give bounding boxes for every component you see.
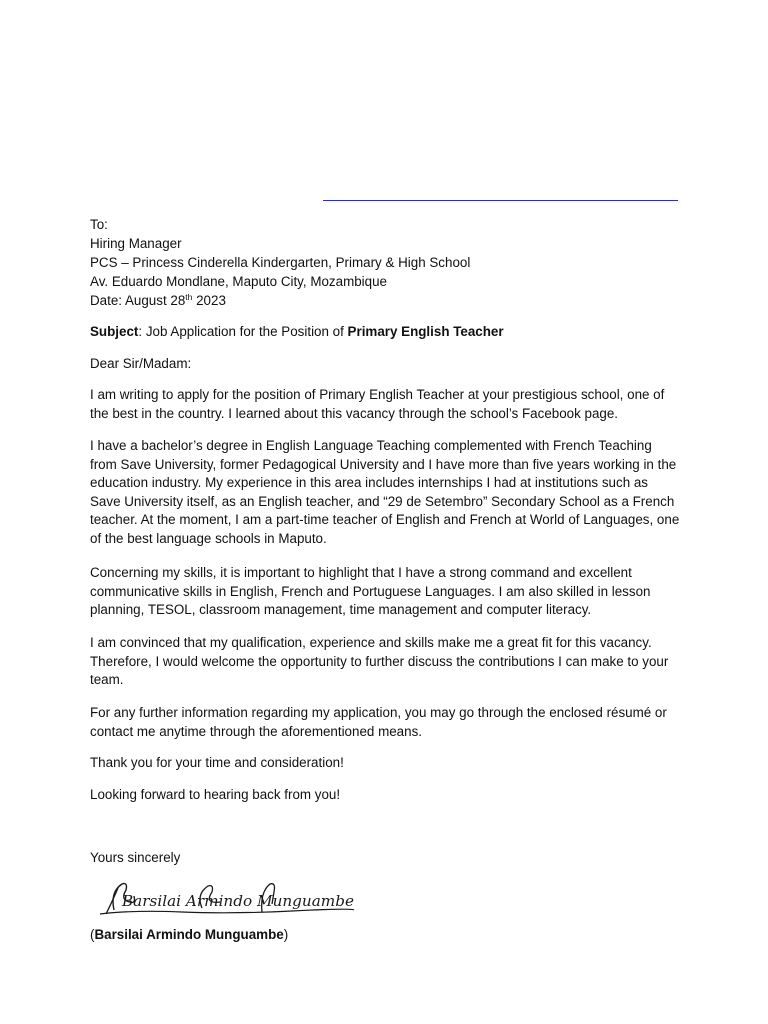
looking-forward-line: Looking forward to hearing back from you!: [90, 787, 341, 802]
date-text: Date: August 28: [90, 293, 186, 308]
salutation: Dear Sir/Madam:: [90, 356, 192, 371]
recipient-title: Hiring Manager: [90, 236, 182, 251]
recipient-block: [90, 215, 680, 310]
recipient-address: Av. Eduardo Mondlane, Maputo City, Mozambique: [90, 274, 387, 289]
closing-line: Yours sincerely: [90, 850, 181, 865]
date-ordinal: th: [185, 292, 193, 302]
subject-line: [90, 323, 682, 342]
paragraph-education: I have a bachelor’s degree in English Language Teaching complemented with French Teaching from Save University, former Pedagogical University and I have more than five years working in the education industry. My experience in this area includes internships I had at institutions such as Save University itself, as an English teacher, and “29 de Setembro” Secondary School as a French teacher. At the moment, I am a part-time teacher of English and French at World of Languages, one of the best language schools in Maputo.: [90, 438, 680, 546]
to-label: To:: [90, 217, 108, 232]
subject-position: Primary English Teacher: [347, 324, 504, 339]
paragraph-contact: For any further information regarding my application, you may go through the enclosed résumé or contact me anytime through the aforementioned means.: [90, 705, 667, 739]
recipient-school: PCS – Princess Cinderella Kindergarten, Primary & High School: [90, 255, 471, 270]
paren-open: (: [90, 927, 95, 942]
signatory-name-text: Barsilai Armindo Munguambe: [94, 927, 284, 942]
letter-date: [90, 291, 680, 310]
subject-text: : Job Application for the Position of: [138, 324, 348, 339]
paragraph-fit: I am convinced that my qualification, experience and skills make me a great fit for this vacancy. Therefore, I would welcome the opportunity to further discuss the contributions I can make to your team.: [90, 635, 669, 688]
signature-script: Barsilai Armindo Munguambe: [120, 892, 355, 910]
handwritten-signature: [92, 874, 362, 926]
thanks-line: Thank you for your time and consideration!: [90, 755, 344, 770]
header-rule: [323, 200, 678, 201]
signatory-name: [90, 926, 682, 945]
paragraph-skills: Concerning my skills, it is important to highlight that I have a strong command and excellent communicative skills in English, French and Portuguese Languages. I am also skilled in lesson planning, TESOL, classroom management, time management and computer literacy.: [90, 565, 651, 618]
paragraph-intro: I am writing to apply for the position of Primary English Teacher at your prestigious school, one of the best in the country. I learned about this vacancy through the school’s Facebook page.: [90, 387, 665, 421]
date-year: 2023: [192, 293, 226, 308]
paren-close: ): [283, 927, 289, 942]
subject-label: Subject: [90, 324, 139, 339]
